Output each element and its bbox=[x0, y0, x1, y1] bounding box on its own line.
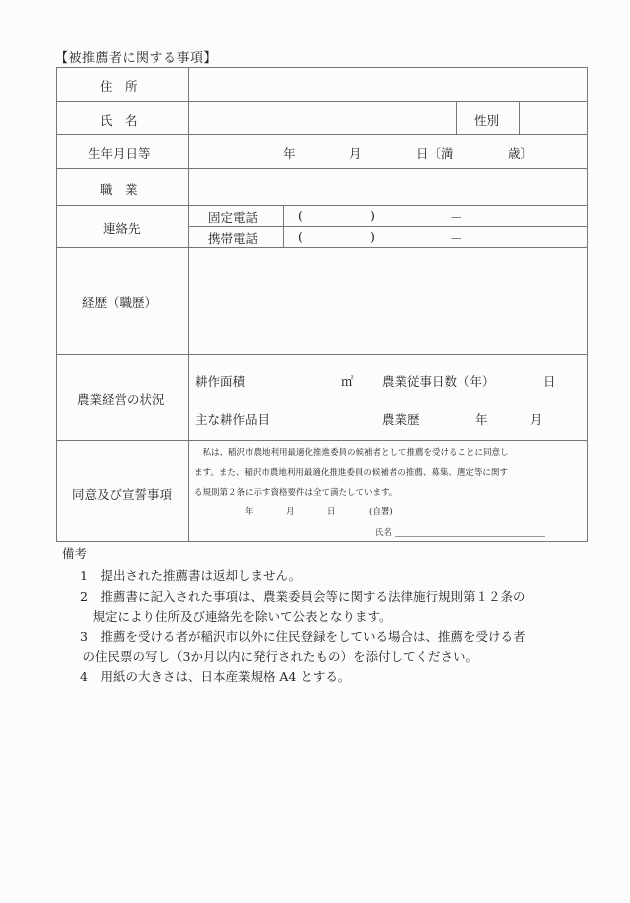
table-border-bottom bbox=[56, 541, 588, 542]
note-item-3: 3 推薦を受ける者が稲沢市以外に住民登録をしている場合は、推薦を受ける者 bbox=[80, 629, 526, 644]
consent-date-day: 日 bbox=[327, 507, 336, 517]
note-item-1: 1 提出された推薦書は返却しません。 bbox=[80, 568, 302, 583]
name-label: 氏 名 bbox=[100, 113, 138, 128]
mobile-label: 携帯電話 bbox=[208, 231, 259, 246]
occupation-label: 職 業 bbox=[100, 182, 138, 197]
row-divider bbox=[56, 440, 588, 441]
birth-day-unit: 日〔満 bbox=[416, 146, 454, 161]
age-unit: 歳〕 bbox=[508, 146, 534, 161]
note-item-2-cont: 規定により住所及び連絡先を除いて公表となります。 bbox=[80, 609, 392, 624]
farming-history-label: 農業歴 bbox=[382, 412, 420, 427]
consent-text-line-3: る規則第２条に示す資格要件は全て満たしています。 bbox=[194, 488, 398, 498]
table-border-right bbox=[587, 67, 588, 542]
phone-type-divider bbox=[283, 205, 284, 248]
signature-line[interactable] bbox=[395, 536, 545, 537]
notes-heading: 備考 bbox=[62, 546, 88, 561]
note-item-4: 4 用紙の大きさは、日本産業規格 A4 とする。 bbox=[80, 669, 351, 684]
farming-label: 農業経営の状況 bbox=[77, 392, 165, 407]
row-divider bbox=[56, 101, 588, 102]
consent-date-month: 月 bbox=[286, 507, 295, 517]
landline-dash: － bbox=[450, 210, 463, 225]
table-border-top bbox=[56, 67, 588, 68]
area-label: 耕作面積 bbox=[195, 374, 246, 389]
mobile-dash: － bbox=[450, 231, 463, 246]
row-divider bbox=[56, 168, 588, 169]
name-input[interactable] bbox=[190, 103, 455, 133]
mobile-close-paren: ) bbox=[370, 229, 375, 244]
note-item-3-cont: の住民票の写し（3か月以内に発行されたもの）を添付してください。 bbox=[70, 649, 478, 664]
farming-history-year: 年 bbox=[475, 412, 488, 427]
contact-sub-divider bbox=[188, 226, 588, 227]
address-label: 住 所 bbox=[100, 79, 138, 94]
occupation-input[interactable] bbox=[190, 170, 586, 204]
row-divider bbox=[56, 205, 588, 206]
consent-label: 同意及び宣誓事項 bbox=[72, 487, 173, 502]
career-input[interactable] bbox=[190, 249, 586, 353]
farming-days-unit: 日 bbox=[543, 374, 556, 389]
farming-days-label: 農業従事日数（年） bbox=[382, 374, 495, 389]
row-divider bbox=[56, 134, 588, 135]
area-unit: ㎡ bbox=[341, 374, 354, 389]
row-divider bbox=[56, 354, 588, 355]
gender-input[interactable] bbox=[521, 103, 586, 133]
consent-text-line-1: 私は、稲沢市農地利用最適化推進委員の候補者として推薦を受けることに同意し bbox=[194, 448, 509, 458]
consent-date-year: 年 bbox=[245, 507, 254, 517]
table-border-left bbox=[56, 67, 57, 542]
label-column-divider bbox=[188, 67, 189, 542]
address-input[interactable] bbox=[190, 69, 586, 100]
landline-label: 固定電話 bbox=[208, 210, 259, 225]
self-signature-note: (自署) bbox=[369, 507, 393, 517]
landline-open-paren: ( bbox=[298, 208, 303, 223]
consent-text-line-2: ます。また、稲沢市農地利用最適化推進委員の候補者の推薦、募集、選定等に関す bbox=[194, 468, 508, 478]
gender-divider-left bbox=[456, 101, 457, 135]
crops-label: 主な耕作品目 bbox=[195, 412, 271, 427]
signature-name-label: 氏名 bbox=[375, 528, 393, 538]
row-divider bbox=[56, 247, 588, 248]
farming-history-month: 月 bbox=[530, 412, 543, 427]
gender-divider-right bbox=[519, 101, 520, 135]
landline-close-paren: ) bbox=[370, 208, 375, 223]
birth-label: 生年月日等 bbox=[88, 146, 151, 161]
mobile-open-paren: ( bbox=[298, 229, 303, 244]
birth-year-unit: 年 bbox=[283, 146, 296, 161]
note-item-2: 2 推薦書に記入された事項は、農業委員会等に関する法律施行規則第１２条の bbox=[80, 589, 526, 604]
career-label: 経歴（職歴） bbox=[82, 295, 158, 310]
section-title: 【被推薦者に関する事項】 bbox=[55, 51, 218, 66]
contact-label: 連絡先 bbox=[103, 221, 141, 236]
birth-month-unit: 月 bbox=[349, 146, 362, 161]
gender-label: 性別 bbox=[474, 113, 500, 128]
